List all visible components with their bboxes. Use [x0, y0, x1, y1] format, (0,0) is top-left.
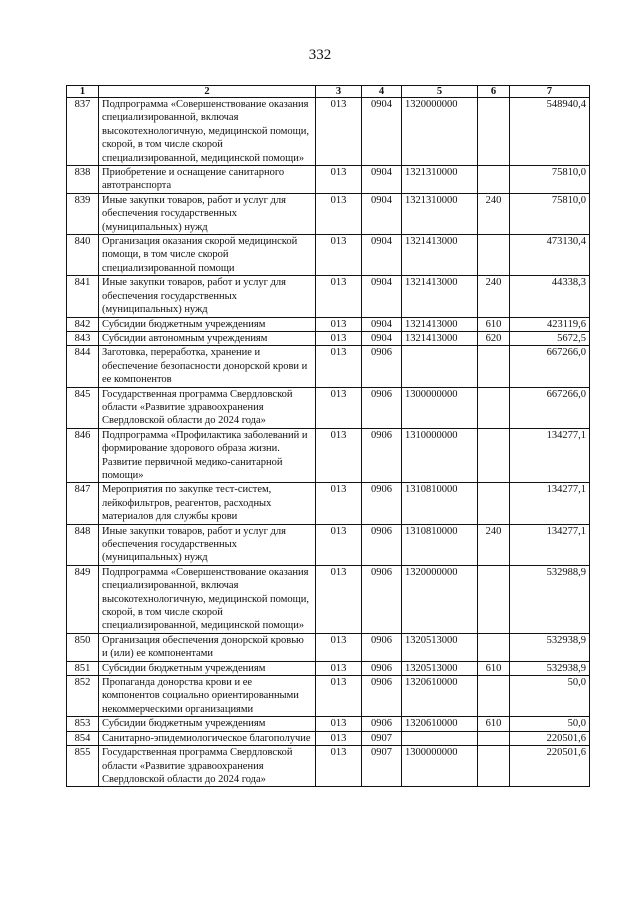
cell-c5: 1321413000	[402, 276, 478, 317]
cell-c4: 0904	[362, 317, 402, 331]
cell-c5	[402, 731, 478, 745]
cell-c7: 548940,4	[510, 98, 590, 166]
cell-c6	[478, 676, 510, 717]
cell-name: Субсидии бюджетным учреждениям	[99, 661, 316, 675]
cell-c3: 013	[316, 731, 362, 745]
cell-c4: 0907	[362, 731, 402, 745]
cell-c7: 75810,0	[510, 193, 590, 234]
cell-name: Иные закупки товаров, работ и услуг для обеспечения государственных (муниципальных) нужд	[99, 524, 316, 565]
cell-c6: 240	[478, 193, 510, 234]
cell-c4: 0906	[362, 633, 402, 661]
cell-c3: 013	[316, 483, 362, 524]
cell-c4: 0904	[362, 98, 402, 166]
cell-c4: 0904	[362, 193, 402, 234]
cell-c5: 1320610000	[402, 676, 478, 717]
cell-name: Государственная программа Свердловской области «Развитие здравоохранения Свердловской области до 2024 года»	[99, 746, 316, 787]
cell-c4: 0906	[362, 428, 402, 483]
cell-c7: 667266,0	[510, 387, 590, 428]
cell-n: 844	[67, 346, 99, 387]
cell-c3: 013	[316, 98, 362, 166]
cell-name: Субсидии автономным учреждениям	[99, 331, 316, 345]
header-cell: 6	[478, 86, 510, 98]
table-row	[67, 276, 590, 317]
header-cell: 1	[67, 86, 99, 98]
header-cell: 4	[362, 86, 402, 98]
table-row	[67, 661, 590, 675]
cell-c7: 423119,6	[510, 317, 590, 331]
cell-n: 837	[67, 98, 99, 166]
cell-c6	[478, 633, 510, 661]
cell-c4: 0906	[362, 717, 402, 731]
cell-c6: 610	[478, 317, 510, 331]
page-number: 332	[308, 47, 332, 63]
cell-n: 855	[67, 746, 99, 787]
cell-c3: 013	[316, 317, 362, 331]
cell-c7: 134277,1	[510, 524, 590, 565]
cell-name: Подпрограмма «Профилактика заболеваний и формирование здорового образа жизни. Развитие первичной медико-санитарной помощи»	[99, 428, 316, 483]
cell-name: Подпрограмма «Совершенствование оказания специализированной, включая высокотехнологичную, медицинской помощи, скорой, в том числе скорой специализированной, медицинской помощи»	[99, 565, 316, 633]
table-row	[67, 676, 590, 717]
cell-name: Мероприятия по закупке тест-систем, лейкофильтров, реагентов, расходных материалов для службы крови	[99, 483, 316, 524]
cell-c3: 013	[316, 276, 362, 317]
cell-c6	[478, 235, 510, 276]
table-row	[67, 565, 590, 633]
cell-c7: 50,0	[510, 717, 590, 731]
cell-c6	[478, 483, 510, 524]
cell-c4: 0906	[362, 661, 402, 675]
cell-c7: 50,0	[510, 676, 590, 717]
cell-c5: 1320610000	[402, 717, 478, 731]
cell-c3: 013	[316, 676, 362, 717]
cell-c4: 0906	[362, 524, 402, 565]
cell-name: Организация оказания скорой медицинской помощи, в том числе скорой специализированной помощи	[99, 235, 316, 276]
cell-c3: 013	[316, 633, 362, 661]
cell-n: 849	[67, 565, 99, 633]
cell-c5: 1300000000	[402, 387, 478, 428]
header-cell: 2	[99, 86, 316, 98]
table-row	[67, 235, 590, 276]
cell-c6: 240	[478, 524, 510, 565]
cell-c5: 1310810000	[402, 483, 478, 524]
cell-c4: 0904	[362, 166, 402, 194]
cell-n: 853	[67, 717, 99, 731]
cell-c5: 1321413000	[402, 331, 478, 345]
cell-c3: 013	[316, 346, 362, 387]
header-row	[67, 86, 590, 98]
table-row	[67, 428, 590, 483]
cell-c7: 134277,1	[510, 428, 590, 483]
cell-name: Иные закупки товаров, работ и услуг для обеспечения государственных (муниципальных) нужд	[99, 193, 316, 234]
cell-c6: 610	[478, 717, 510, 731]
table-body	[67, 98, 590, 787]
cell-c7: 532938,9	[510, 633, 590, 661]
table-row	[67, 633, 590, 661]
cell-c3: 013	[316, 746, 362, 787]
cell-c5: 1321310000	[402, 166, 478, 194]
cell-c7: 532988,9	[510, 565, 590, 633]
table-row	[67, 731, 590, 745]
cell-name: Организация обеспечения донорской кровью и (или) ее компонентами	[99, 633, 316, 661]
budget-table	[66, 85, 590, 787]
cell-c6	[478, 428, 510, 483]
cell-c5: 1321310000	[402, 193, 478, 234]
cell-c3: 013	[316, 524, 362, 565]
cell-c4: 0904	[362, 235, 402, 276]
cell-c6	[478, 98, 510, 166]
cell-c6	[478, 387, 510, 428]
table-row	[67, 331, 590, 345]
cell-n: 843	[67, 331, 99, 345]
cell-c6	[478, 731, 510, 745]
cell-c5: 1300000000	[402, 746, 478, 787]
cell-c7: 220501,6	[510, 746, 590, 787]
cell-c7: 220501,6	[510, 731, 590, 745]
cell-c5: 1320000000	[402, 98, 478, 166]
cell-c3: 013	[316, 166, 362, 194]
cell-c5: 1321413000	[402, 317, 478, 331]
cell-c5: 1321413000	[402, 235, 478, 276]
cell-c7: 44338,3	[510, 276, 590, 317]
cell-c3: 013	[316, 235, 362, 276]
cell-n: 839	[67, 193, 99, 234]
cell-c3: 013	[316, 565, 362, 633]
cell-c6: 610	[478, 661, 510, 675]
cell-n: 848	[67, 524, 99, 565]
cell-n: 841	[67, 276, 99, 317]
cell-c7: 134277,1	[510, 483, 590, 524]
cell-c7: 473130,4	[510, 235, 590, 276]
cell-c4: 0906	[362, 676, 402, 717]
cell-n: 852	[67, 676, 99, 717]
cell-name: Пропаганда донорства крови и ее компонентов социально ориентированными некоммерческими организациями	[99, 676, 316, 717]
cell-c4: 0906	[362, 483, 402, 524]
cell-c7: 532938,9	[510, 661, 590, 675]
cell-name: Иные закупки товаров, работ и услуг для обеспечения государственных (муниципальных) нужд	[99, 276, 316, 317]
cell-c5: 1310000000	[402, 428, 478, 483]
cell-c4: 0906	[362, 346, 402, 387]
table-row	[67, 317, 590, 331]
cell-c4: 0906	[362, 387, 402, 428]
cell-c3: 013	[316, 387, 362, 428]
cell-c7: 5672,5	[510, 331, 590, 345]
cell-c6	[478, 746, 510, 787]
cell-c6	[478, 346, 510, 387]
cell-c6	[478, 166, 510, 194]
cell-n: 851	[67, 661, 99, 675]
cell-c4: 0904	[362, 331, 402, 345]
cell-n: 850	[67, 633, 99, 661]
cell-c5: 1320000000	[402, 565, 478, 633]
cell-name: Субсидии бюджетным учреждениям	[99, 317, 316, 331]
table-row	[67, 166, 590, 194]
cell-n: 840	[67, 235, 99, 276]
cell-c3: 013	[316, 661, 362, 675]
cell-c7: 75810,0	[510, 166, 590, 194]
cell-c3: 013	[316, 331, 362, 345]
cell-c4: 0904	[362, 276, 402, 317]
table-row	[67, 717, 590, 731]
table-row	[67, 387, 590, 428]
cell-c7: 667266,0	[510, 346, 590, 387]
cell-c3: 013	[316, 717, 362, 731]
cell-c4: 0906	[362, 565, 402, 633]
cell-c6: 240	[478, 276, 510, 317]
header-cell: 7	[510, 86, 590, 98]
cell-c5: 1320513000	[402, 661, 478, 675]
cell-c6	[478, 565, 510, 633]
cell-n: 842	[67, 317, 99, 331]
cell-name: Субсидии бюджетным учреждениям	[99, 717, 316, 731]
cell-name: Санитарно-эпидемиологическое благополучие	[99, 731, 316, 745]
cell-n: 854	[67, 731, 99, 745]
cell-n: 846	[67, 428, 99, 483]
cell-c5	[402, 346, 478, 387]
cell-name: Подпрограмма «Совершенствование оказания специализированной, включая высокотехнологичную, медицинской помощи, скорой, в том числе скорой специализированной, медицинской помощи»	[99, 98, 316, 166]
header-cell: 3	[316, 86, 362, 98]
cell-n: 845	[67, 387, 99, 428]
cell-c3: 013	[316, 428, 362, 483]
cell-n: 838	[67, 166, 99, 194]
cell-c5: 1310810000	[402, 524, 478, 565]
table-row	[67, 193, 590, 234]
cell-name: Государственная программа Свердловской области «Развитие здравоохранения Свердловской области до 2024 года»	[99, 387, 316, 428]
cell-c4: 0907	[362, 746, 402, 787]
table-row	[67, 483, 590, 524]
cell-c5: 1320513000	[402, 633, 478, 661]
table-row	[67, 346, 590, 387]
cell-n: 847	[67, 483, 99, 524]
table-row	[67, 524, 590, 565]
cell-c3: 013	[316, 193, 362, 234]
cell-c6: 620	[478, 331, 510, 345]
table-row	[67, 746, 590, 787]
cell-name: Приобретение и оснащение санитарного автотранспорта	[99, 166, 316, 194]
table-row	[67, 98, 590, 166]
header-cell: 5	[402, 86, 478, 98]
cell-name: Заготовка, переработка, хранение и обеспечение безопасности донорской крови и ее компонентов	[99, 346, 316, 387]
